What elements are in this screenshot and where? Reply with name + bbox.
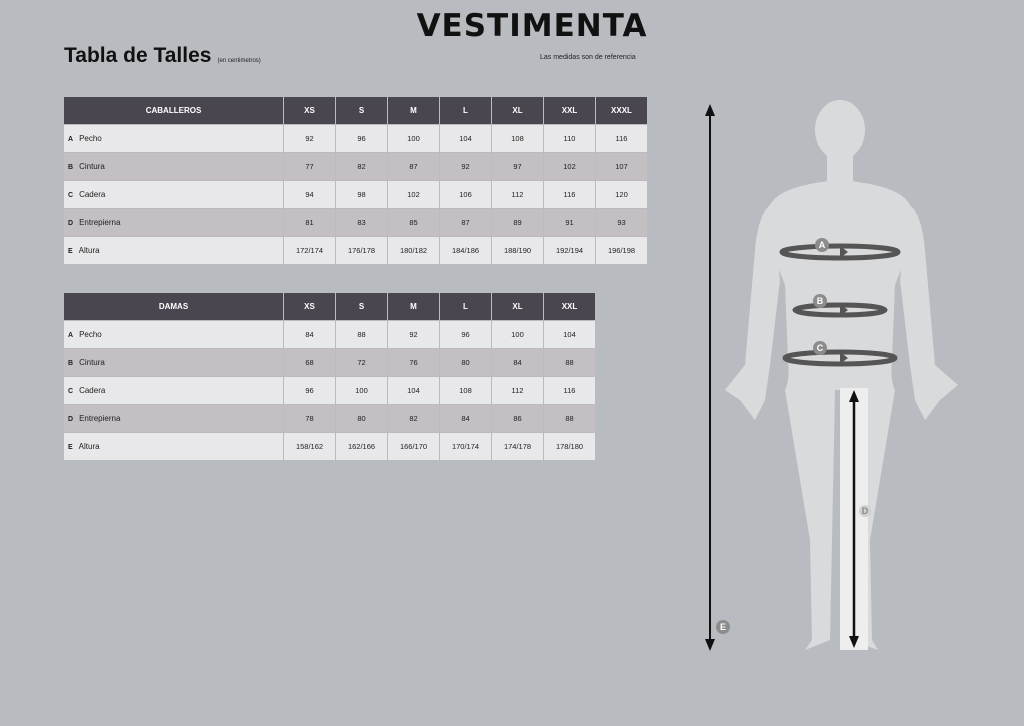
- size-header: XL: [492, 293, 543, 320]
- marker-c: C: [816, 343, 824, 353]
- size-value-cell: 166/170: [388, 433, 439, 460]
- measurement-label: [64, 321, 283, 348]
- size-value-cell: 100: [492, 321, 543, 348]
- brand-title: VESTIMENTA: [416, 8, 648, 44]
- size-value-cell: 96: [336, 125, 387, 152]
- size-header: XXL: [544, 97, 595, 124]
- measurement-name: Cintura: [79, 162, 105, 171]
- size-header: M: [388, 293, 439, 320]
- size-value-cell: 82: [388, 405, 439, 432]
- size-value-cell: 172/174: [284, 237, 335, 264]
- size-value-cell: 76: [388, 349, 439, 376]
- size-value-cell: 80: [336, 405, 387, 432]
- page-title: Tabla de Talles: [64, 44, 212, 67]
- size-header: L: [440, 97, 491, 124]
- measurement-label: [64, 237, 283, 264]
- measurement-name: Pecho: [79, 134, 102, 143]
- size-value-cell: 178/180: [544, 433, 595, 460]
- measurement-label: [64, 153, 283, 180]
- size-value-cell: 92: [284, 125, 335, 152]
- size-value-cell: 92: [388, 321, 439, 348]
- measurement-letter: D: [68, 220, 74, 227]
- size-value-cell: 91: [544, 209, 595, 236]
- size-value-cell: 84: [492, 349, 543, 376]
- size-value-cell: 96: [284, 377, 335, 404]
- size-header: XL: [492, 97, 543, 124]
- size-value-cell: 88: [336, 321, 387, 348]
- size-value-cell: 174/178: [492, 433, 543, 460]
- size-value-cell: 87: [388, 153, 439, 180]
- size-value-cell: 110: [544, 125, 595, 152]
- measurement-letter: B: [68, 360, 74, 367]
- marker-a: A: [818, 240, 826, 250]
- size-value-cell: 112: [492, 377, 543, 404]
- measurement-label: [64, 405, 283, 432]
- size-value-cell: 196/198: [596, 237, 647, 264]
- title-row: [64, 44, 261, 68]
- size-value-cell: 97: [492, 153, 543, 180]
- measurement-name: Altura: [78, 246, 100, 255]
- size-value-cell: 88: [544, 405, 595, 432]
- measurement-letter: A: [68, 136, 74, 143]
- size-header: XS: [284, 293, 335, 320]
- body-measurement-figure: [700, 100, 980, 660]
- size-value-cell: 68: [284, 349, 335, 376]
- size-value-cell: 112: [492, 181, 543, 208]
- table-row: [64, 153, 647, 180]
- size-value-cell: 104: [544, 321, 595, 348]
- measurement-letter: D: [68, 416, 74, 423]
- size-value-cell: 116: [544, 181, 595, 208]
- size-header: S: [336, 97, 387, 124]
- size-value-cell: 180/182: [388, 237, 439, 264]
- size-header: L: [440, 293, 491, 320]
- table-row: [64, 321, 595, 348]
- table-row: [64, 209, 647, 236]
- measurement-name: Entrepierna: [79, 414, 121, 423]
- size-value-cell: 86: [492, 405, 543, 432]
- body-silhouette-icon: [700, 100, 980, 660]
- size-value-cell: 84: [440, 405, 491, 432]
- size-value-cell: 162/166: [336, 433, 387, 460]
- size-value-cell: 80: [440, 349, 491, 376]
- size-value-cell: 77: [284, 153, 335, 180]
- table-header-row: [64, 293, 595, 320]
- size-header: XXXL: [596, 97, 647, 124]
- size-value-cell: 89: [492, 209, 543, 236]
- measurement-letter: E: [68, 248, 73, 255]
- measurement-letter: C: [68, 388, 74, 395]
- measurement-label: [64, 125, 283, 152]
- size-value-cell: 94: [284, 181, 335, 208]
- size-value-cell: 84: [284, 321, 335, 348]
- size-value-cell: 92: [440, 153, 491, 180]
- table-header-row: [64, 97, 647, 124]
- women-header-label: DAMAS: [64, 293, 283, 320]
- measurement-letter: C: [68, 192, 74, 199]
- size-value-cell: 108: [440, 377, 491, 404]
- size-value-cell: 116: [544, 377, 595, 404]
- size-value-cell: 158/162: [284, 433, 335, 460]
- table-row: [64, 433, 595, 460]
- title-note: (en centimetros): [217, 58, 261, 64]
- marker-d: D: [861, 506, 869, 516]
- size-value-cell: 170/174: [440, 433, 491, 460]
- size-value-cell: 120: [596, 181, 647, 208]
- table-row: [64, 237, 647, 264]
- table-row: [64, 377, 595, 404]
- size-value-cell: 102: [544, 153, 595, 180]
- reference-note: Las medidas son de referencia: [540, 54, 636, 61]
- size-header: S: [336, 293, 387, 320]
- measurement-letter: B: [68, 164, 74, 171]
- size-value-cell: 88: [544, 349, 595, 376]
- measurement-name: Cadera: [79, 190, 106, 199]
- size-header: XS: [284, 97, 335, 124]
- size-value-cell: 116: [596, 125, 647, 152]
- measurement-label: [64, 377, 283, 404]
- measurement-name: Cintura: [79, 358, 105, 367]
- women-size-table: [63, 292, 596, 461]
- measurement-name: Pecho: [79, 330, 102, 339]
- table-row: [64, 125, 647, 152]
- size-value-cell: 81: [284, 209, 335, 236]
- size-value-cell: 106: [440, 181, 491, 208]
- measurement-label: [64, 181, 283, 208]
- size-value-cell: 184/186: [440, 237, 491, 264]
- size-value-cell: 98: [336, 181, 387, 208]
- measurement-name: Altura: [78, 442, 100, 451]
- size-value-cell: 102: [388, 181, 439, 208]
- size-value-cell: 96: [440, 321, 491, 348]
- size-value-cell: 104: [388, 377, 439, 404]
- measurement-label: [64, 209, 283, 236]
- men-header-label: CABALLEROS: [64, 97, 283, 124]
- size-value-cell: 192/194: [544, 237, 595, 264]
- size-value-cell: 188/190: [492, 237, 543, 264]
- size-value-cell: 87: [440, 209, 491, 236]
- measurement-name: Cadera: [79, 386, 106, 395]
- measurement-label: [64, 433, 283, 460]
- marker-e: E: [719, 622, 727, 632]
- size-value-cell: 82: [336, 153, 387, 180]
- size-value-cell: 100: [336, 377, 387, 404]
- size-value-cell: 104: [440, 125, 491, 152]
- size-value-cell: 93: [596, 209, 647, 236]
- marker-b: B: [816, 296, 824, 306]
- table-row: [64, 405, 595, 432]
- size-value-cell: 108: [492, 125, 543, 152]
- men-size-table: [63, 96, 648, 265]
- size-value-cell: 107: [596, 153, 647, 180]
- measurement-letter: E: [68, 444, 73, 451]
- size-value-cell: 72: [336, 349, 387, 376]
- table-row: [64, 181, 647, 208]
- size-value-cell: 85: [388, 209, 439, 236]
- size-value-cell: 78: [284, 405, 335, 432]
- measurement-label: [64, 349, 283, 376]
- table-row: [64, 349, 595, 376]
- size-header: M: [388, 97, 439, 124]
- size-value-cell: 176/178: [336, 237, 387, 264]
- size-value-cell: 100: [388, 125, 439, 152]
- size-value-cell: 83: [336, 209, 387, 236]
- measurement-letter: A: [68, 332, 74, 339]
- size-header: XXL: [544, 293, 595, 320]
- measurement-name: Entrepierna: [79, 218, 121, 227]
